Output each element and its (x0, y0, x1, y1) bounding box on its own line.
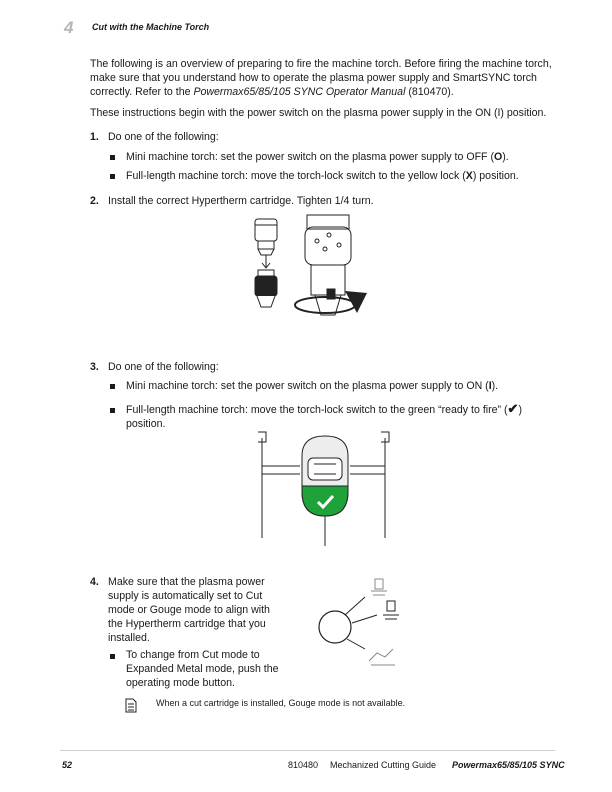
intro-text: The following is an overview of preparing to fire the machine torch. Before firing the machine torch, make sure that you understand how to operate the plasma power supply and SmartSYNC torch correctly. Refer to the (90, 58, 552, 98)
step-1-text: Do one of the following: (108, 131, 219, 143)
chapter-number: 4 (64, 18, 74, 37)
step-2-number: 2. (90, 195, 99, 207)
step-3-number: 3. (90, 361, 99, 373)
step-4-line: mode or Gouge mode to align with (108, 604, 270, 616)
product-name: Powermax65/85/105 SYNC (452, 760, 565, 770)
bullet-line: operating mode button. (126, 677, 235, 689)
step-4-line: Make sure that the plasma power (108, 576, 265, 588)
manual-reference: Powermax65/85/105 SYNC Operator Manual (193, 86, 406, 98)
bullet-text-end: ) position. (472, 170, 519, 182)
torch-lock-switch-illustration (250, 428, 400, 548)
step-4-text (108, 575, 308, 645)
operating-mode-button (319, 611, 351, 643)
step-3-bullet-2 (126, 402, 536, 431)
step-4-line: the Hypertherm cartridge that you (108, 618, 266, 630)
step-4-line: installed. (108, 632, 150, 644)
step-4-number: 4. (90, 576, 99, 588)
chapter-title: Cut with the Machine Torch (92, 22, 210, 32)
step-3-bullet-1 (126, 379, 498, 393)
note-text: When a cut cartridge is installed, Gouge mode is not available. (156, 698, 406, 708)
intro-note: These instructions begin with the power switch on the plasma power supply in the ON (I) position. (90, 107, 547, 119)
check-icon: ✔ (507, 401, 519, 416)
bullet-text: Full-length machine torch: move the torch-lock switch to the green “ready to fire” ( (126, 404, 508, 416)
intro-paragraph (90, 57, 560, 99)
cut-mode-icon (371, 579, 387, 595)
bullet-text-end: ). (491, 380, 499, 392)
lock-symbol: X (465, 170, 473, 182)
page-number: 52 (62, 760, 73, 770)
manual-number: (810470). (405, 86, 454, 98)
bullet-text: Full-length machine torch: move the torch-lock switch to the yellow lock ( (126, 170, 466, 182)
step-1-bullet-2 (126, 169, 519, 183)
cartridge-install-illustration (245, 215, 375, 325)
mode-selector-illustration (315, 575, 425, 675)
step-4-line: supply is automatically set to Cut (108, 590, 263, 602)
doc-number: 810480 (288, 760, 319, 770)
step-1-number: 1. (90, 131, 99, 143)
step-2-text: Install the correct Hypertherm cartridge. Tighten 1/4 turn. (108, 195, 374, 207)
step-4-bullet (126, 648, 306, 690)
expanded-metal-icon (383, 601, 399, 619)
bullet-marker (110, 654, 115, 659)
bullet-text: Mini machine torch: set the power switch on the plasma power supply to OFF ( (126, 151, 494, 163)
bullet-text-line2: position. (126, 418, 166, 430)
bullet-line: To change from Cut mode to (126, 649, 260, 661)
bullet-line: Expanded Metal mode, push the (126, 663, 279, 675)
bullet-marker (110, 155, 115, 160)
step-3-text: Do one of the following: (108, 361, 219, 373)
gouge-mode-icon (369, 649, 395, 665)
footer-divider (60, 750, 555, 751)
off-symbol: O (494, 151, 503, 163)
guide-title: Mechanized Cutting Guide (330, 760, 437, 770)
bullet-marker (110, 408, 115, 413)
step-1-bullet-1 (126, 150, 509, 164)
bullet-text-end: ) (518, 404, 522, 416)
bullet-text: Mini machine torch: set the power switch on the plasma power supply to ON ( (126, 380, 489, 392)
note-icon (125, 698, 137, 713)
bullet-marker (110, 174, 115, 179)
bullet-marker (110, 384, 115, 389)
bullet-text-end: ). (502, 151, 509, 163)
on-symbol: I (488, 380, 492, 392)
